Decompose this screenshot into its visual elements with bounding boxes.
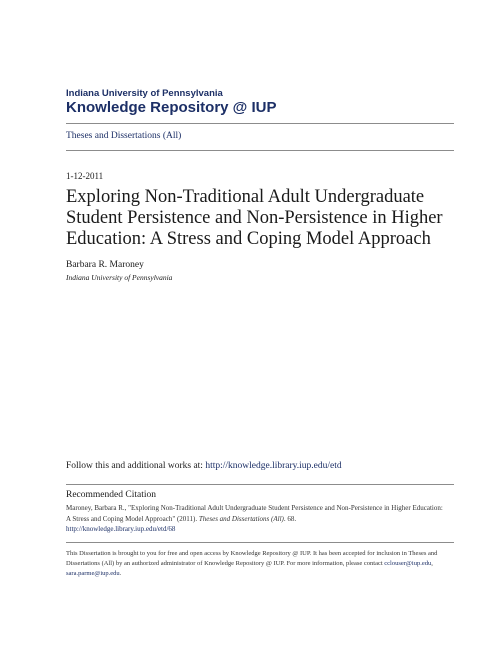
divider-top — [66, 123, 454, 124]
institution-name: Indiana University of Pennsylvania — [66, 88, 223, 99]
divider-collection — [66, 150, 454, 151]
citation-number: . 68. — [283, 514, 297, 523]
footer-end: . — [119, 570, 122, 577]
follow-line — [66, 461, 342, 471]
citation-link[interactable]: http://knowledge.library.iup.edu/etd/68 — [66, 525, 176, 533]
citation-heading: Recommended Citation — [66, 490, 156, 500]
author-affiliation: Indiana University of Pennsylvania — [66, 273, 173, 282]
footer-text: This Dissertation is brought to you for free and open access by Knowledge Repository @ IUP. It has been accepted for inclusion in Theses and Dissertations (All) by an authorized administrator of Knowledge Repository @ IUP. For more information, please contact — [66, 550, 438, 567]
document-title: Exploring Non-Traditional Adult Undergraduate Student Persistence and Non-Persistence in Higher Education: A Stress and Coping Model Approach — [66, 187, 443, 249]
footer-separator: , — [431, 560, 433, 567]
divider-footer — [66, 542, 454, 543]
document-date: 1-12-2011 — [66, 171, 104, 181]
citation-text-block — [66, 503, 446, 535]
footer-email-2[interactable]: sara.parme@iup.edu — [66, 570, 120, 577]
follow-link[interactable]: http://knowledge.library.iup.edu/etd — [205, 461, 342, 471]
author-name: Barbara R. Maroney — [66, 260, 144, 270]
footer-email-1[interactable]: cclouser@iup.edu — [384, 560, 432, 567]
collection-link[interactable]: Theses and Dissertations (All) — [66, 131, 182, 141]
citation-series: Theses and Dissertations (All) — [198, 514, 284, 523]
footer-notice — [66, 549, 451, 579]
divider-citation — [66, 484, 454, 485]
repository-title-link[interactable]: Knowledge Repository @ IUP — [66, 99, 277, 116]
follow-text: Follow this and additional works at: — [66, 461, 206, 471]
citation-text: Maroney, Barbara R., "Exploring Non-Traditional Adult Undergraduate Student Persistence and Non-Persistence in Higher Education: A Stress and Coping Model Approach" (2011). — [66, 504, 443, 523]
